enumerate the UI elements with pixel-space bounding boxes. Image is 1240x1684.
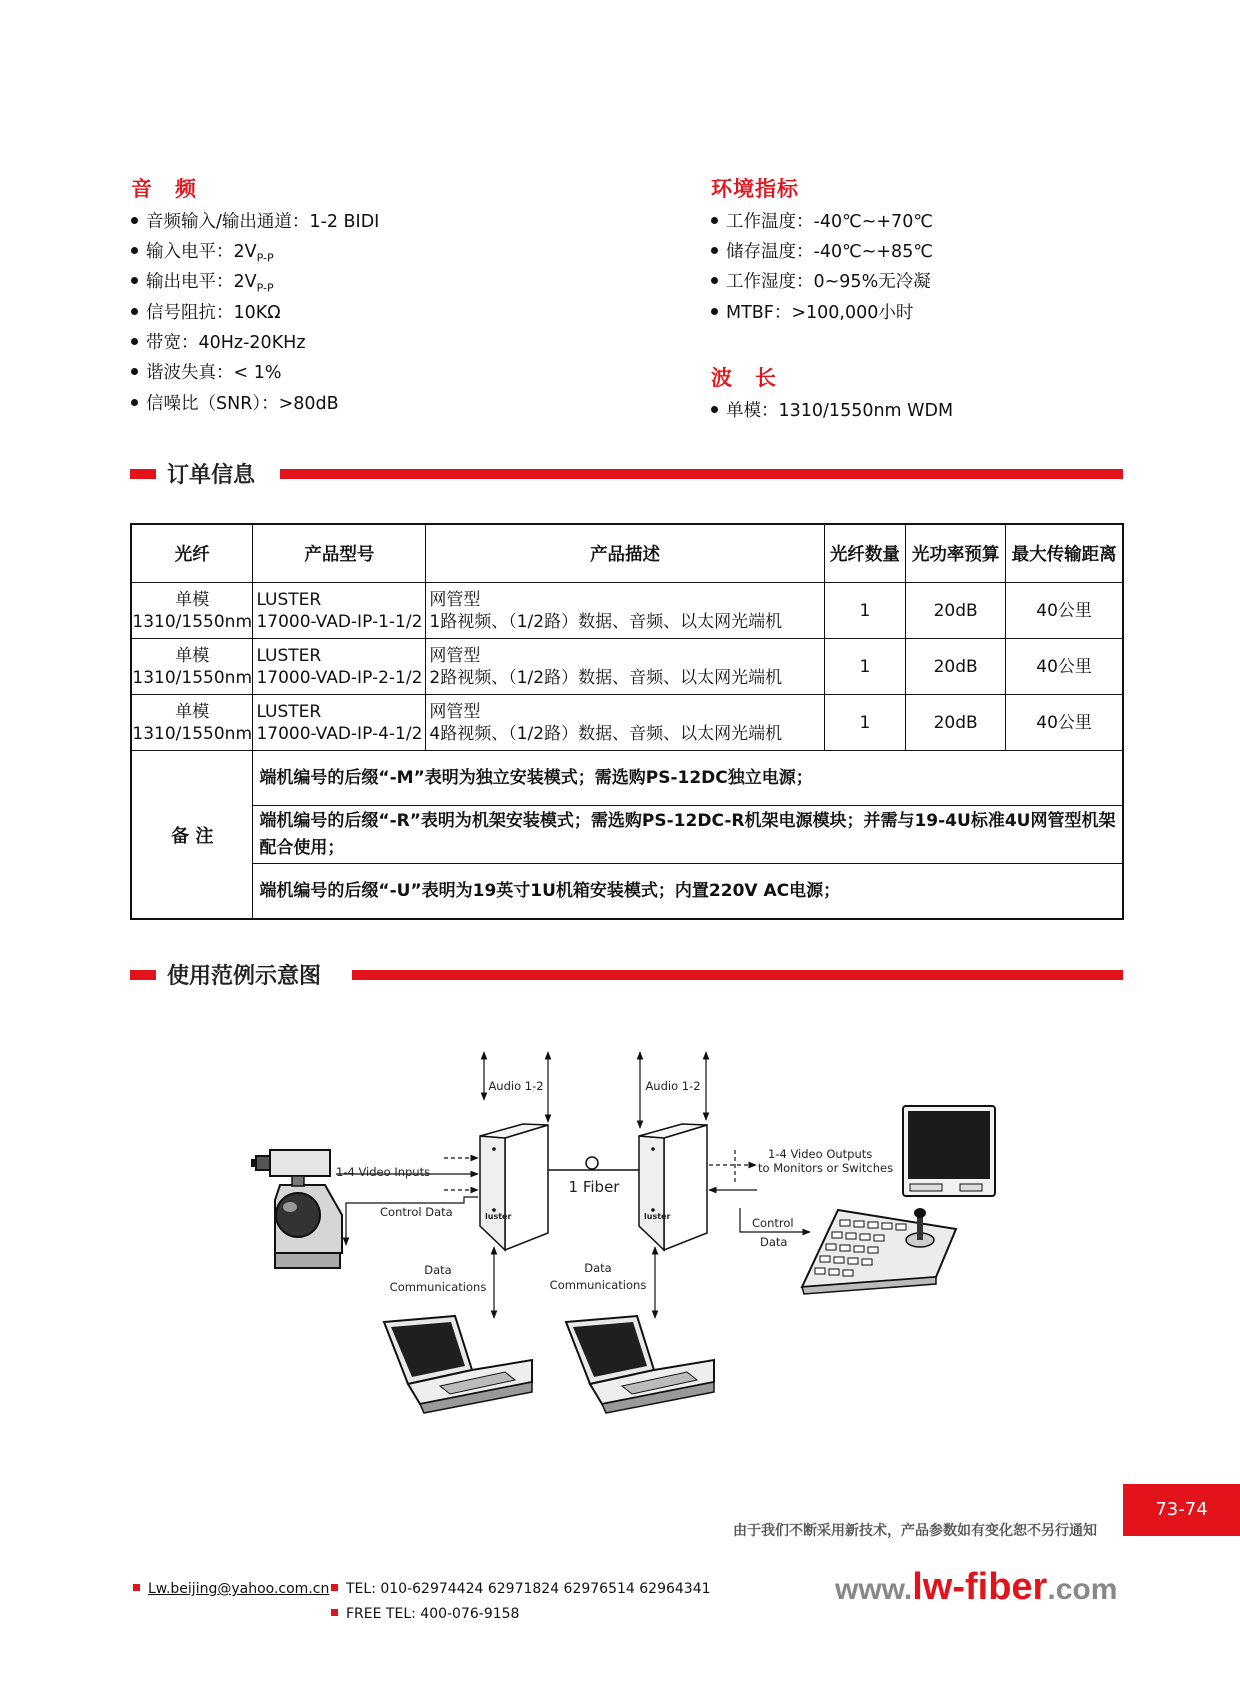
environment-title: 环境指标 — [711, 177, 799, 201]
description-cell: 网管型 1路视频、（1/2路）数据、音频、以太网光端机 — [426, 583, 824, 639]
data-comm-left-label-1: Data — [424, 1263, 452, 1277]
control-right-label-1: Control — [752, 1216, 794, 1230]
control-right-label-2: Data — [760, 1235, 788, 1249]
environment-item: 工作温度：-40℃~+70℃ — [711, 207, 933, 237]
page-number-tab — [1123, 1484, 1240, 1536]
audio-title: 音 频 — [131, 177, 197, 201]
qty-cell: 1 — [824, 695, 905, 751]
brand-label-left: luster — [485, 1212, 512, 1221]
description-cell: 网管型 2路视频、（1/2路）数据、音频、以太网光端机 — [426, 639, 824, 695]
note-item: 端机编号的后缀“-M”表明为独立安装模式；需选购PS-12DC独立电源； — [253, 751, 1123, 806]
order-section-title: 订单信息 — [167, 463, 256, 488]
audio-item: 信号阻抗：10KΩ — [131, 298, 281, 328]
column-header: 光功率预算 — [906, 524, 1006, 583]
video-inputs-label: 1-4 Video Inputs — [336, 1165, 431, 1179]
data-comm-left-label-2: Communications — [389, 1280, 487, 1294]
video-outputs-label-1: 1-4 Video Outputs — [768, 1147, 873, 1161]
fiber-label: 1 Fiber — [568, 1178, 620, 1196]
audio-label-left: Audio 1-2 — [488, 1079, 544, 1093]
web-prefix: www. — [835, 1573, 913, 1606]
qty-cell: 1 — [824, 583, 905, 639]
wavelength-title: 波 长 — [711, 366, 777, 390]
pp-subscript: P-P — [256, 251, 274, 265]
usage-section-title: 使用范例示意图 — [167, 964, 322, 989]
video-outputs-label-2: to Monitors or Switches — [758, 1161, 894, 1175]
distance-cell: 40公里 — [1006, 695, 1123, 751]
footer-free-tel: FREE TEL: 400-076-9158 — [331, 1606, 519, 1622]
audio-item: 输入电平：$2V_{P-P}$ — [131, 237, 274, 274]
page-number: 73-74 — [1155, 1499, 1208, 1520]
bullet-square — [331, 1609, 338, 1616]
qty-cell: 1 — [824, 639, 905, 695]
budget-cell: 20dB — [906, 583, 1006, 639]
note-item: 端机编号的后缀“-U”表明为19英寸1U机箱安装模式；内置220V AC电源； — [253, 864, 1123, 920]
control-keyboard-icon — [802, 1208, 956, 1294]
control-data-left-label: Control Data — [380, 1205, 453, 1219]
laptop-icon — [384, 1316, 532, 1413]
fiber-link — [548, 1157, 639, 1170]
environment-item: 储存温度：-40℃~+85℃ — [711, 237, 933, 267]
environment-item: MTBF：>100,000小时 — [711, 298, 913, 328]
brand-label-right: luster — [644, 1212, 671, 1221]
web-brand: lw-fiber — [912, 1566, 1048, 1608]
model-cell: LUSTER 17000-VAD-IP-2-1/2 — [253, 639, 426, 695]
web-suffix: .com — [1047, 1573, 1118, 1606]
audio-item: 信噪比（SNR）：>80dB — [131, 389, 339, 419]
notes-label: 备 注 — [131, 751, 253, 920]
column-header: 光纤数量 — [824, 524, 905, 583]
distance-cell: 40公里 — [1006, 583, 1123, 639]
column-header: 光纤 — [131, 524, 253, 583]
laptop-icon — [566, 1316, 714, 1413]
description-cell: 网管型 4路视频、（1/2路）数据、音频、以太网光端机 — [426, 695, 824, 751]
transceiver-left — [480, 1124, 548, 1250]
column-header: 产品描述 — [426, 524, 824, 583]
environment-item: 工作湿度：0~95%无冷凝 — [711, 267, 931, 297]
budget-cell: 20dB — [906, 695, 1006, 751]
data-comm-right-label-2: Communications — [549, 1278, 647, 1292]
transceiver-right — [639, 1124, 707, 1250]
pp-subscript: P-P — [256, 281, 274, 295]
audio-item: 输出电平：$2V_{P-P}$ — [131, 267, 274, 304]
model-cell: LUSTER 17000-VAD-IP-1-1/2 — [253, 583, 426, 639]
website-logo[interactable] — [835, 1566, 1117, 1609]
column-header: 产品型号 — [253, 524, 426, 583]
fiber-cell: 单模 1310/1550nm — [131, 639, 253, 695]
fiber-cell: 单模 1310/1550nm — [131, 695, 253, 751]
monitor-icon — [903, 1106, 995, 1196]
fiber-cell: 单模 1310/1550nm — [131, 583, 253, 639]
column-header: 最大传输距离 — [1006, 524, 1123, 583]
audio-item: 谐波失真：< 1% — [131, 358, 282, 388]
note-item: 端机编号的后缀“-R”表明为机架安装模式；需选购PS-12DC-R机架电源模块；并需与19-4U标准4U网管型机架配合使用； — [253, 806, 1123, 864]
audio-label-right: Audio 1-2 — [645, 1079, 701, 1093]
change-notice: 由于我们不断采用新技术，产品参数如有变化恕不另行通知 — [733, 1523, 1097, 1539]
bullet-square — [133, 1584, 140, 1591]
distance-cell: 40公里 — [1006, 639, 1123, 695]
data-comm-right-label-1: Data — [584, 1261, 612, 1275]
email-link[interactable]: Lw.beijing@yahoo.com.cn — [148, 1581, 330, 1597]
bullet-square — [331, 1584, 338, 1591]
footer-tel: TEL: 010-62974424 62971824 62976514 62964341 — [331, 1581, 711, 1597]
audio-item: 音频输入/输出通道：1-2 BIDI — [131, 207, 379, 237]
budget-cell: 20dB — [906, 639, 1006, 695]
wavelength-item: 单模：1310/1550nm WDM — [711, 396, 953, 426]
camera-icon — [251, 1150, 342, 1268]
audio-item: 带宽：40Hz-20KHz — [131, 328, 306, 358]
model-cell: LUSTER 17000-VAD-IP-4-1/2 — [253, 695, 426, 751]
footer-email — [133, 1581, 329, 1597]
